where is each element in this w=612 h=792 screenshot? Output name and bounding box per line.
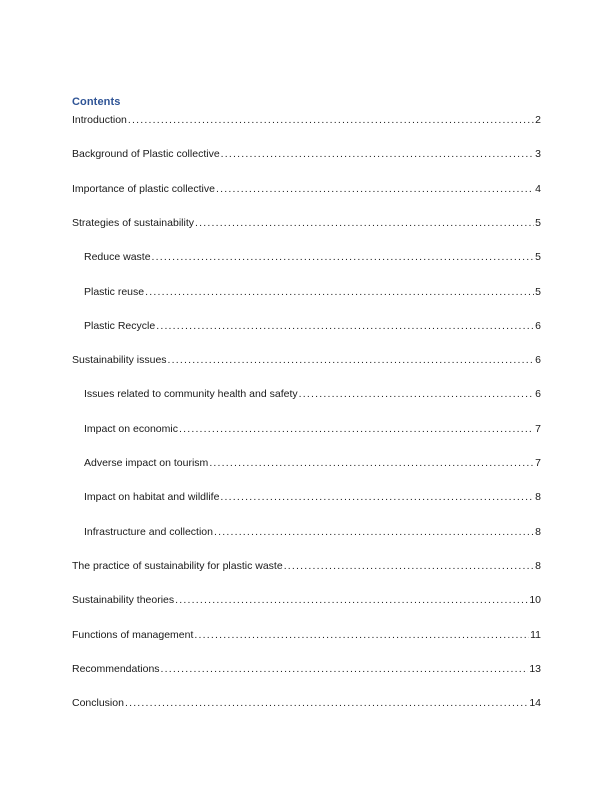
toc-leader-dots [145,285,534,299]
toc-entry-background[interactable] [72,147,541,161]
toc-leader-dots [214,525,534,539]
toc-entry-habitat-wildlife[interactable] [84,490,541,504]
toc-leader-dots [299,387,535,401]
toc-entry-label: Strategies of sustainability [72,217,194,229]
toc-entry-page: 3 [535,148,541,160]
toc-leader-dots [175,593,528,607]
toc-leader-dots [125,696,528,710]
toc-entry-page: 5 [535,251,541,263]
toc-entry-page: 14 [529,697,541,709]
toc-leader-dots [195,216,534,230]
toc-entry-label: Introduction [72,114,127,126]
toc-heading: Contents [72,96,121,108]
toc-entry-page: 11 [530,629,541,641]
toc-leader-dots [156,319,534,333]
toc-leader-dots [221,147,535,161]
toc-entry-label: Importance of plastic collective [72,183,215,195]
toc-entry-label: Recommendations [72,663,160,675]
toc-entry-practice-sustainability[interactable] [72,559,541,573]
toc-leader-dots [220,490,534,504]
toc-entry-label: The practice of sustainability for plastic waste [72,560,283,572]
toc-leader-dots [194,628,529,642]
toc-entry-label: Sustainability theories [72,594,175,606]
toc-entry-introduction[interactable] [72,113,541,127]
toc-entry-label: Plastic Recycle [84,320,156,332]
toc-entry-page: 8 [535,526,541,538]
toc-leader-dots [152,250,535,264]
toc-entry-sustainability-issues[interactable] [72,353,541,367]
toc-leader-dots [209,456,534,470]
toc-entry-page: 5 [535,217,541,229]
toc-entry-page: 2 [535,114,541,126]
toc-entry-recommendations[interactable] [72,662,541,676]
toc-entry-reduce-waste[interactable] [84,250,541,264]
toc-entry-page: 6 [535,320,541,332]
toc-entry-page: 4 [535,183,541,195]
toc-entry-plastic-reuse[interactable] [84,285,541,299]
toc-entry-page: 8 [535,491,541,503]
toc-entry-label: Plastic reuse [84,286,145,298]
toc-entry-label: Reduce waste [84,251,151,263]
toc-entry-conclusion[interactable] [72,696,541,710]
toc-entry-label: Functions of management [72,629,194,641]
toc-entry-functions-management[interactable] [72,628,541,642]
toc-entry-adverse-tourism[interactable] [84,456,541,470]
toc-entry-label: Impact on habitat and wildlife [84,491,220,503]
toc-entry-page: 7 [535,457,541,469]
toc-entry-label: Sustainability issues [72,354,167,366]
toc-entry-page: 13 [529,663,541,675]
toc-leader-dots [128,113,534,127]
toc-entry-page: 6 [535,354,541,366]
toc-entry-plastic-recycle[interactable] [84,319,541,333]
toc-entry-label: Background of Plastic collective [72,148,220,160]
toc-entry-page: 6 [535,388,541,400]
toc-entry-impact-economic[interactable] [84,422,541,436]
toc-entry-page: 5 [535,286,541,298]
toc-leader-dots [161,662,529,676]
toc-entry-page: 8 [535,560,541,572]
toc-entry-importance[interactable] [72,182,541,196]
toc-entry-infrastructure[interactable] [84,525,541,539]
toc-entry-community-health[interactable] [84,387,541,401]
toc-entry-sustainability-theories[interactable] [72,593,541,607]
toc-entry-page: 7 [535,423,541,435]
toc-entry-label: Infrastructure and collection [84,526,213,538]
toc-leader-dots [168,353,535,367]
toc-entry-label: Issues related to community health and safety [84,388,298,400]
toc-entry-label: Adverse impact on tourism [84,457,209,469]
toc-entry-strategies[interactable] [72,216,541,230]
toc-leader-dots [216,182,534,196]
toc-leader-dots [179,422,534,436]
toc-leader-dots [284,559,534,573]
toc-entry-label: Impact on economic [84,423,178,435]
toc-entry-label: Conclusion [72,697,124,709]
toc-entry-page: 10 [529,594,541,606]
